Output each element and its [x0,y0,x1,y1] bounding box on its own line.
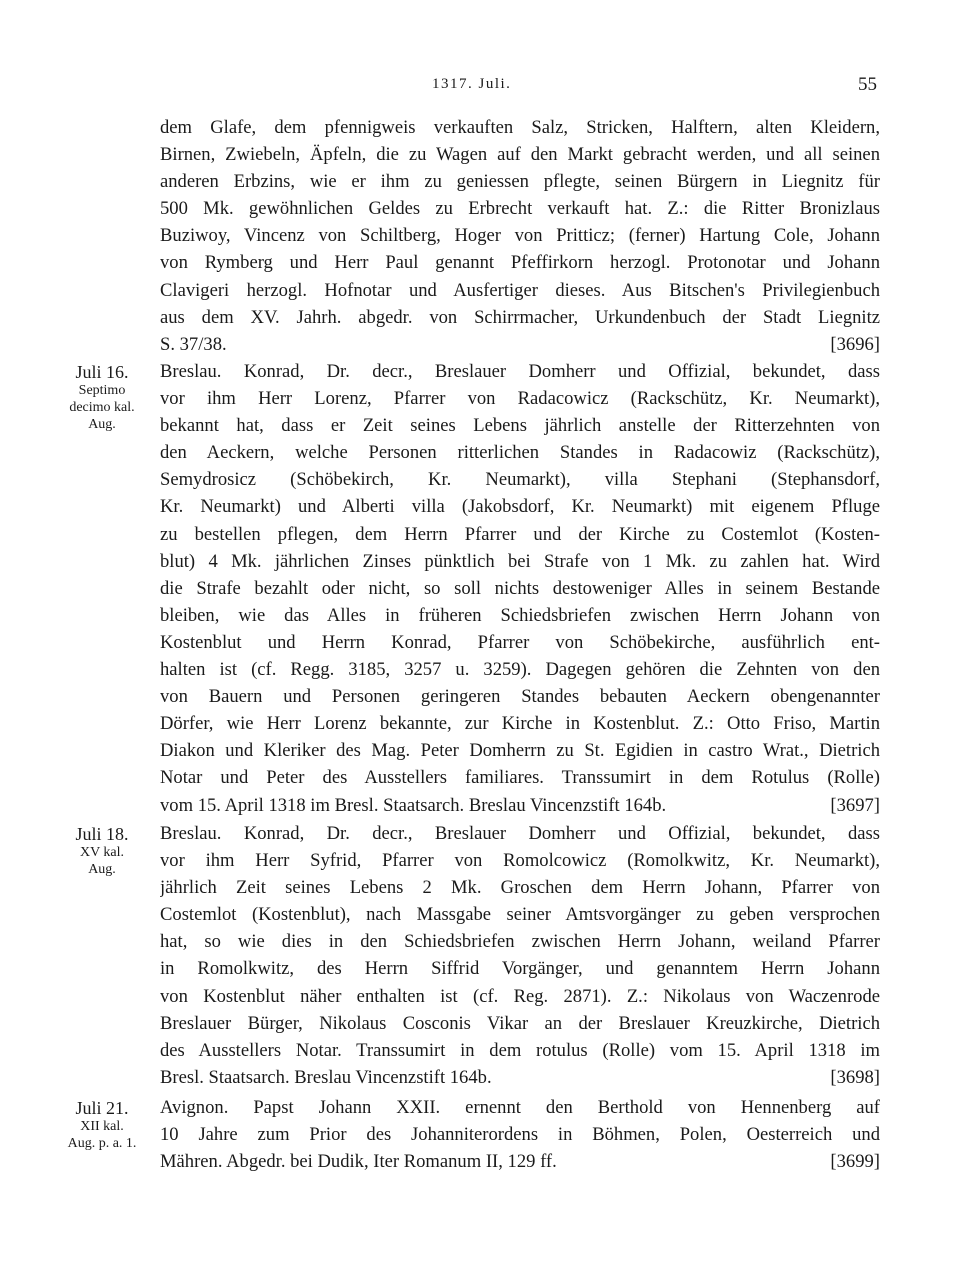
text-line-final: Bresl. Staatsarch. Breslau Vincenzstift 164b. [160,1066,492,1088]
margin-date [50,358,154,433]
text-line: halten ist (cf. Regg. 3185, 3257 u. 3259). Dagegen gehören die Zehnten von den [160,659,880,681]
margin-date-line: Juli 18. [75,824,129,844]
text-line: Clavigeri herzogl. Hofnotar und Ausfertiger dieses. Aus Bitschen's Privilegienbuch [160,279,880,301]
margin-date [50,1094,154,1152]
margin-date-line: Juli 16. [75,362,129,382]
text-line: Breslauer Bürger, Nikolaus Cosconis Vikar an der Breslauer Kreuzkirche, Dietrich [160,1012,880,1034]
text-line: anderen Erbzins, wie er ihm zu geniessen pflegte, seinen Bürgern in Liegnitz für [160,171,880,193]
text-line: Dörfer, wie Herr Lorenz bekannte, zur Kirche in Kostenblut. Z.: Otto Friso, Martin [160,713,880,735]
regest-number: [3697] [830,794,880,816]
margin-roman-date: XII kal. [80,1119,124,1134]
text-line: die Strafe bezahlt oder nicht, so soll nichts destoweniger Alles in seinem Bestande [160,577,880,599]
text-line-last [160,1148,880,1175]
text-line: zu bestellen pflegen, dem Herrn Pfarrer und der Kirche zu Costemlot (Kosten- [160,523,880,545]
regest-number: [3698] [830,1066,880,1088]
margin-roman-date: Aug. [88,862,116,877]
text-line: Breslau. Konrad, Dr. decr., Breslauer Domherr und Offizial, bekundet, dass [160,361,880,382]
text-line-last [160,331,880,358]
text-line: den Aeckern, welche Personen ritterlichen Standes in Radacowiz (Rackschütz), [160,442,880,464]
margin-date-line: Juli 21. [75,1098,129,1118]
text-line: Breslau. Konrad, Dr. decr., Breslauer Domherr und Offizial, bekundet, dass [160,823,880,844]
text-line: vor ihm Herr Lorenz, Pfarrer von Radacowicz (Rackschütz, Kr. Neumarkt), [160,388,880,410]
page-number: 55 [858,74,877,95]
text-line: Kostenblut und Herrn Konrad, Pfarrer von Schöbekirche, ausführlich ent- [160,631,880,653]
text-line: Costemlot (Kostenblut), nach Massgabe seiner Amtsvorgänger zu geben versprochen [160,904,880,926]
margin-date [50,820,154,878]
margin-roman-date: Aug. p. a. 1. [67,1136,137,1151]
regest-number: [3699] [830,1151,880,1173]
regest-number: [3696] [830,333,880,355]
text-line: 10 Jahre zum Prior des Johanniterordens in Böhmen, Polen, Oesterreich und [160,1124,880,1146]
text-line: von Rymberg und Herr Paul genannt Pfeffirkorn herzogl. Protonotar und Johann [160,252,880,274]
text-line-final: Mähren. Abgedr. bei Dudik, Iter Romanum II, 129 ff. [160,1151,557,1173]
text-line: vor ihm Herr Syfrid, Pfarrer von Romolcowicz (Romolkwitz, Kr. Neumarkt), [160,850,880,872]
margin-roman-date: XV kal. [79,845,125,860]
text-line: Diakon und Kleriker des Mag. Peter Domherrn zu St. Egidien in castro Wrat., Dietrich [160,740,880,762]
text-line: bekannt hat, dass er Zeit seines Lebens jährlich anstelle der Ritterzehnten von [160,415,880,437]
text-line: dem Glafe, dem pfennigweis verkauften Salz, Stricken, Halftern, alten Kleidern, [160,117,880,138]
running-title: 1317. Juli. [432,76,512,92]
text-line: aus dem XV. Jahrh. abgedr. von Schirrmacher, Urkundenbuch der Stadt Liegnitz [160,306,880,328]
text-line: in Romolkwitz, des Herrn Siffrid Vorgänger, und genanntem Herrn Johann [160,958,880,980]
entry-body [160,114,880,358]
text-line: Notar und Peter des Ausstellers familiares. Transsumirt in dem Rotulus (Rolle) [160,767,880,789]
text-line: 500 Mk. gewöhnlichen Geldes zu Erbrecht verkauft hat. Z.: die Ritter Bronizlaus [160,198,880,220]
text-line: jährlich Zeit seines Lebens 2 Mk. Groschen dem Herrn Johann, Pfarrer von [160,877,880,899]
text-line-final: vom 15. April 1318 im Bresl. Staatsarch. Breslau Vincenzstift 164b. [160,794,667,816]
text-line: von Bauern und Personen geringeren Standes bebauten Aeckern obengenannter [160,686,880,708]
text-line: bleiben, wie das Alles in früheren Schiedsbriefen zwischen Herrn Johann von [160,604,880,626]
margin-roman-date: decimo kal. [69,400,135,415]
text-line-last [160,1064,880,1091]
text-line: Birnen, Zwiebeln, Äpfeln, die zu Wagen auf den Markt gebracht werden, und all seinen [160,144,880,166]
entry-body [160,820,880,1091]
text-line: des Ausstellers Notar. Transsumirt in dem rotulus (Rolle) vom 15. April 1318 im [160,1039,880,1061]
text-line: Avignon. Papst Johann XXII. ernennt den Berthold von Hennenberg auf [160,1097,880,1118]
text-line-last [160,792,880,819]
text-line: blut) 4 Mk. jährlichen Zinses pünktlich bei Strafe von 1 Mk. zu zahlen hat. Wird [160,550,880,572]
text-line: Kr. Neumarkt) und Alberti villa (Jakobsdorf, Kr. Neumarkt) mit eigenem Pfluge [160,496,880,518]
margin-roman-date: Aug. [88,417,116,432]
text-line: hat, so wie dies in den Schiedsbriefen zwischen Herrn Johann, weiland Pfarrer [160,931,880,953]
text-line-final: S. 37/38. [160,333,227,355]
margin-roman-date: Septimo [78,383,126,398]
entry-body [160,1094,880,1175]
entry-body [160,358,880,819]
running-head [0,76,960,100]
text-line: Buziwoy, Vincenz von Schiltberg, Hoger von Pritticz; (ferner) Hartung Cole, Johann [160,225,880,247]
text-line: von Kostenblut näher enthalten ist (cf. Reg. 2871). Z.: Nikolaus von Waczenrode [160,985,880,1007]
text-line: Semydrosicz (Schöbekirch, Kr. Neumarkt), villa Stephani (Stephansdorf, [160,469,880,491]
